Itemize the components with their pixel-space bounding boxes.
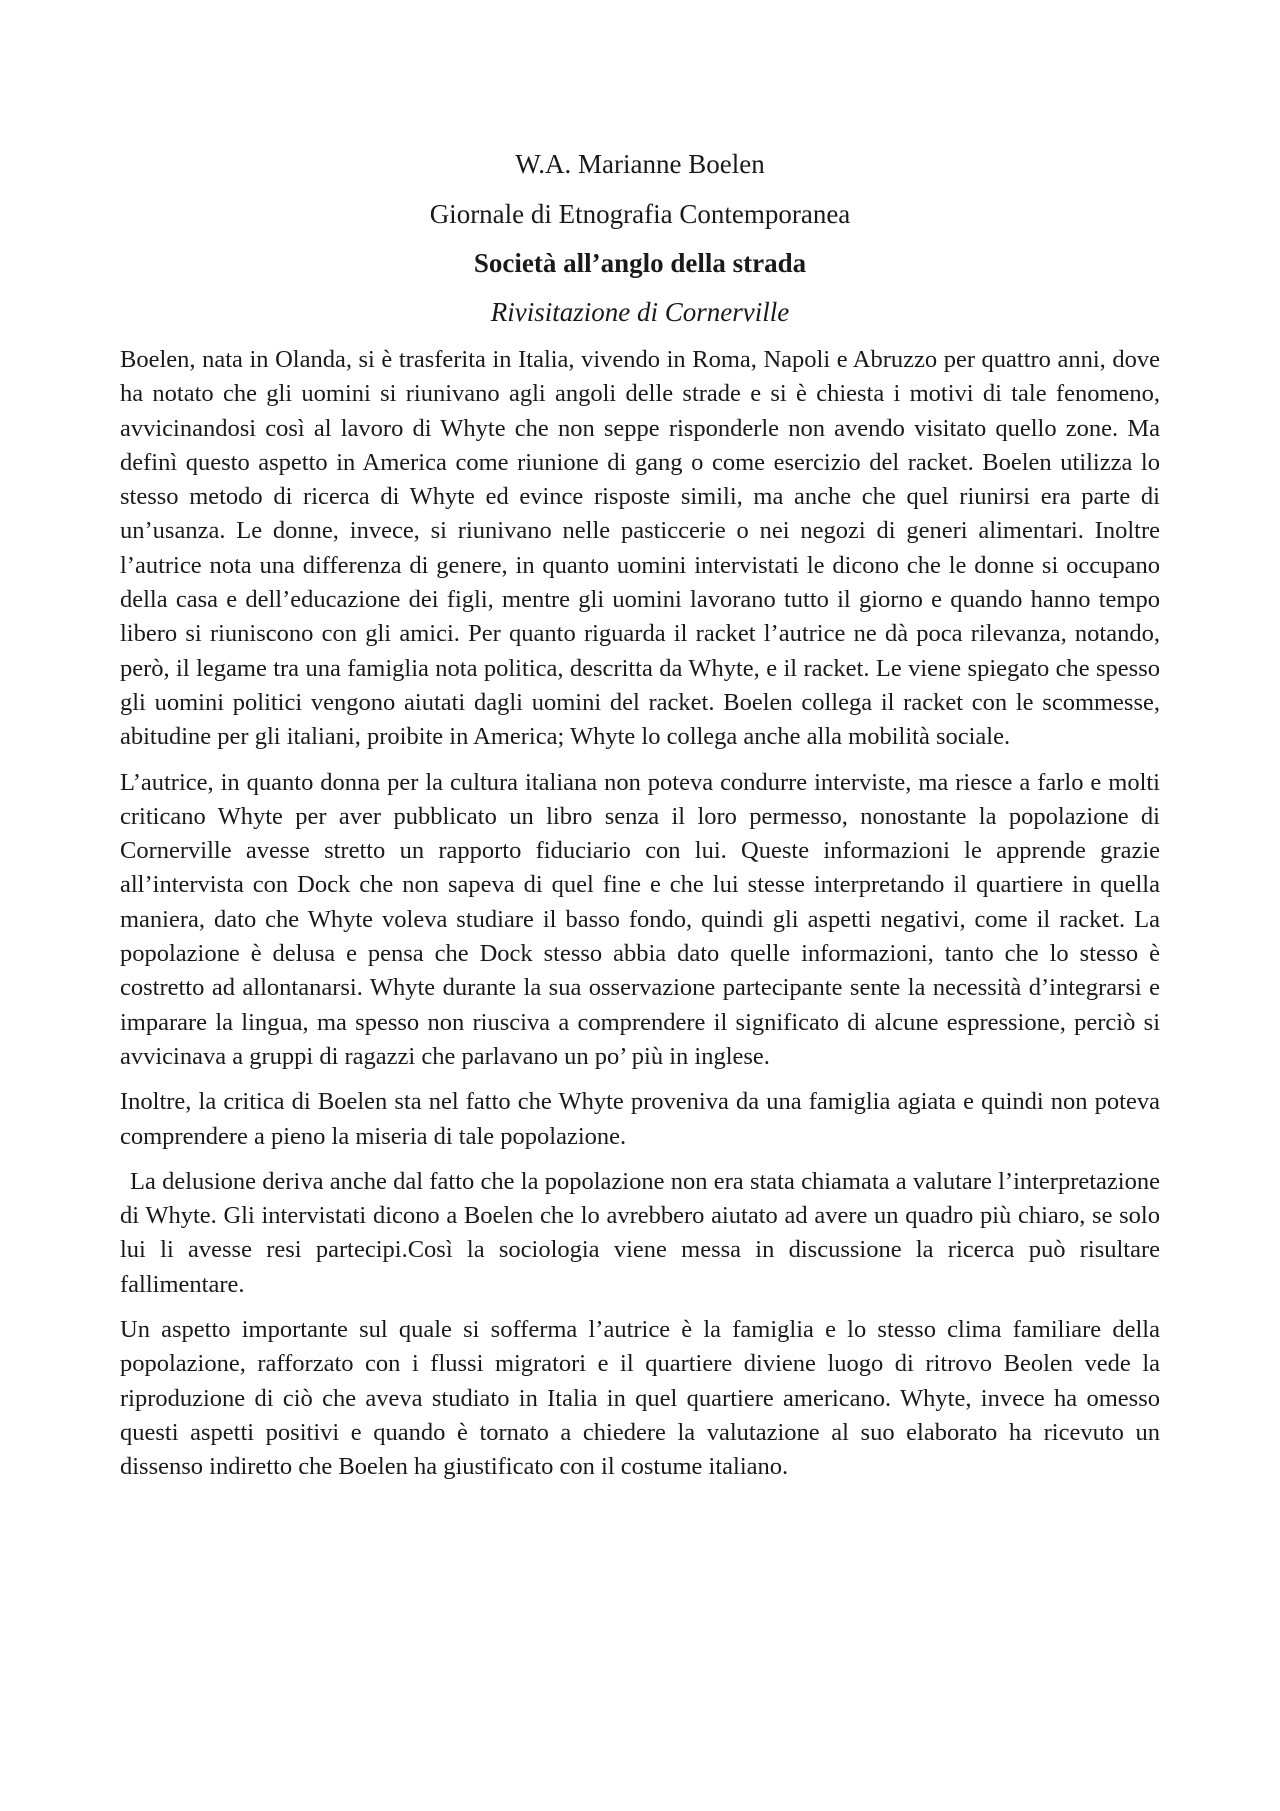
- paragraph-4: La delusione deriva anche dal fatto che la popolazione non era stata chiamata a valutare l’interpretazione di Whyte. Gli intervistati dicono a Boelen che lo avrebbero aiutato ad avere un quadro più chiaro, se solo lui li avesse resi partecipi.Così la sociologia viene messa in discussione la ricerca può risultare fallimentare.: [120, 1167, 1160, 1298]
- paragraph-5: Un aspetto importante sul quale si sofferma l’autrice è la famiglia e lo stesso clima familiare della popolazione, rafforzato con i flussi migratori e il quartiere diviene luogo di ritrovo Beolen vede la riproduzione di ciò che aveva studiato in Italia in quel quartiere americano. Whyte, invece ha omesso questi aspetti positivi e quando è tornato a chiedere la valutazione al suo elaborato ha ricevuto un dissenso indiretto che Boelen ha giustificato con il costume italiano.: [120, 1316, 1160, 1481]
- document-title: Società all’anglo della strada: [473, 248, 807, 278]
- author-name: W.A. Marianne Boelen: [515, 149, 765, 179]
- document-subtitle: Rivisitazione di Cornerville: [490, 297, 790, 327]
- journal-name: Giornale di Etnografia Contemporanea: [429, 199, 851, 229]
- paragraph-2: L’autrice, in quanto donna per la cultura italiana non poteva condurre interviste, ma riesce a farlo e molti criticano Whyte per aver pubblicato un libro senza il loro permesso, nonostante la popolazione di Cornerville avesse stretto un rapporto fiduciario con lui. Queste informazioni le apprende grazie all’intervista con Dock che non sapeva di quel fine e che lui stesse interpretando il quartiere in quella maniera, dato che Whyte voleva studiare il basso fondo, quindi gli aspetti negativi, come il racket. La popolazione è delusa e pensa che Dock stesso abbia dato quelle informazioni, tanto che lo stesso è costretto ad allontanarsi. Whyte durante la sua osservazione partecipante sente la necessità d’integrarsi e imparare la lingua, ma spesso non riusciva a comprendere il significato di alcune espressione, perciò si avvicinava a gruppi di ragazzi che parlavano un po’ più in inglese.: [120, 768, 1160, 1070]
- paragraph-3: Inoltre, la critica di Boelen sta nel fatto che Whyte proveniva da una famiglia agiata e quindi non poteva comprendere a pieno la miseria di tale popolazione.: [120, 1088, 1160, 1150]
- paragraph-1: Boelen, nata in Olanda, si è trasferita in Italia, vivendo in Roma, Napoli e Abruzzo per quattro anni, dove ha notato che gli uomini si riunivano agli angoli delle strade e si è chiesta i motivi di tale fenomeno, avvicinandosi così al lavoro di Whyte che non seppe risponderle non avendo visitato quello zone. Ma definì questo aspetto in America come riunione di gang o come esercizio del racket. Boelen utilizza lo stesso metodo di ricerca di Whyte ed evince risposte simili, ma anche che quel riunirsi era parte di un’usanza. Le donne, invece, si riunivano nelle pasticcerie o nei negozi di generi alimentari. Inoltre l’autrice nota una differenza di genere, in quanto uomini intervistati le dicono che le donne si occupano della casa e dell’educazione dei figli, mentre gli uomini lavorano tutto il giorno e quando hanno tempo libero si riuniscono con gli amici. Per quanto riguarda il racket l’autrice ne dà poca rilevanza, notando, però, il legame tra una famiglia nota politica, descritta da Whyte, e il racket. Le viene spiegato che spesso gli uomini politici vengono aiutati dagli uomini del racket. Boelen collega il racket con le scommesse, abitudine per gli italiani, proibite in America; Whyte lo collega anche alla mobilità sociale.: [120, 346, 1160, 751]
- document-page: [120, 146, 1160, 1496]
